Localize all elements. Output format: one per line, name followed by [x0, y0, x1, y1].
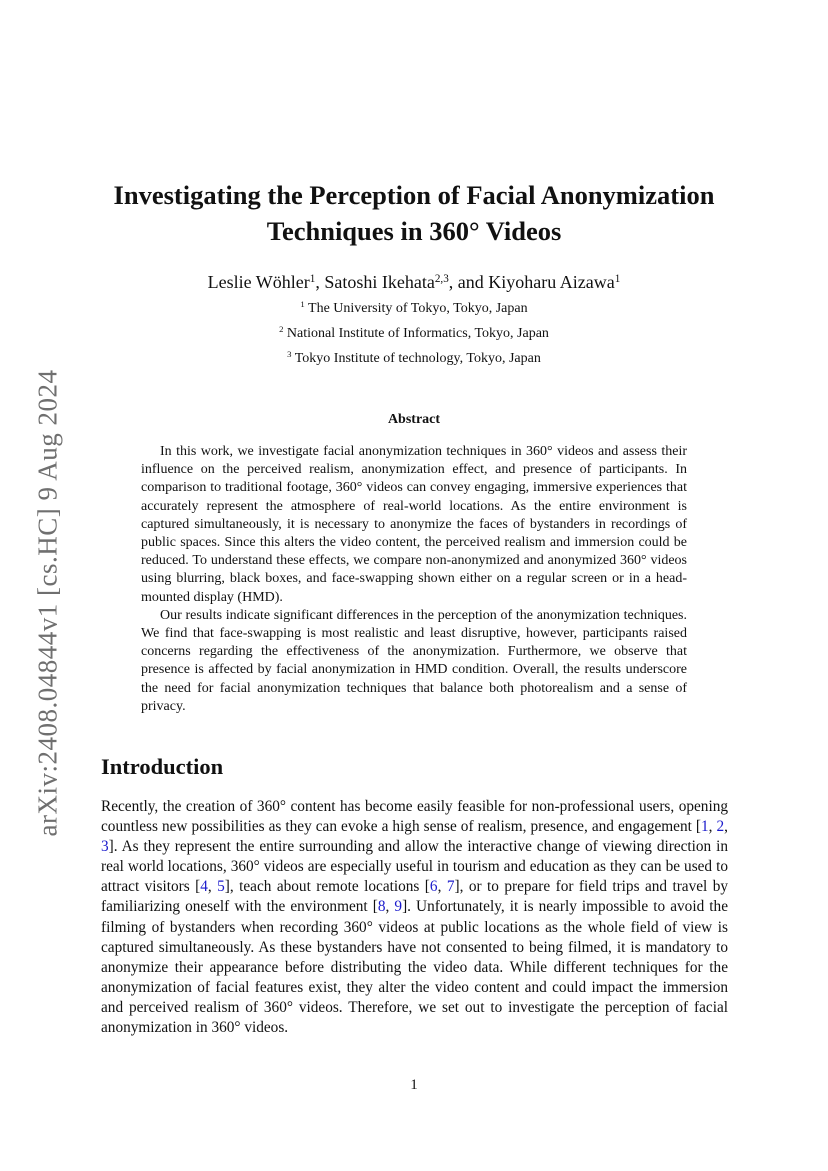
citation-link[interactable]: 7 — [446, 878, 455, 896]
author-name: Leslie Wöhler — [207, 272, 310, 292]
citation-link[interactable]: 3 — [101, 838, 109, 856]
author-affiliation-mark: 2,3 — [434, 272, 449, 285]
affiliation-line — [100, 350, 728, 368]
citation-link[interactable]: 1 — [700, 818, 709, 836]
author-name: Kiyoharu Aizawa — [488, 272, 615, 292]
affiliation-text: Tokyo Institute of technology, Tokyo, Japan — [294, 351, 541, 366]
citation-link[interactable]: 8 — [377, 898, 386, 916]
citation-link[interactable]: 6 — [429, 878, 438, 896]
introduction-text: , — [437, 878, 447, 896]
citation-link[interactable]: 5 — [217, 878, 225, 896]
affiliation-mark: 2 — [279, 324, 284, 335]
title-line-2: Techniques in 360° Videos — [266, 216, 562, 246]
abstract-paragraph: Our results indicate significant differences in the perception of the anonymization techniques. We find that face-swapping is most realistic and least disruptive, however, participants raised concerns regarding the effectiveness of the anonymization. Furthermore, we observe that presence is affected by facial anonymization in HMD condition. Overall, the results underscore the need for facial anonymization techniques that balance both photorealism and a sense of privacy. — [141, 607, 687, 714]
abstract-body — [141, 443, 687, 716]
abstract-paragraph: In this work, we investigate facial anonymization techniques in 360° videos and assess their influence on the perceived realism, anonymization effect, and presence of participants. In comparison to traditional footage, 360° videos can convey engaging, immersive experiences that accurately represent the atmosphere of real-world locations. As the entire environment is captured simultaneously, it is necessary to anonymize the faces of bystanders in recordings of public spaces. Since this alters the video content, the perceived realism and immersion could be reduced. To understand these effects, we compare non-anonymized and anonymized 360° videos using blurring, black boxes, and face-swapping shown either on a regular screen or in a head-mounted display (HMD). — [141, 444, 687, 605]
introduction-text: ]. As they represent the entire surrounding and allow the interactive change of viewing direction in real world locations, 360° videos are especially useful in tourism and education as they can be used to attract visitors [ — [101, 838, 728, 896]
author-separator: , — [315, 272, 325, 292]
introduction-text: , — [724, 818, 728, 836]
introduction-text: , — [207, 878, 218, 896]
introduction-text: ], teach about remote locations [ — [224, 878, 430, 896]
affiliation-line — [100, 325, 728, 343]
introduction-paragraph — [101, 797, 728, 1038]
author-affiliation-mark: 1 — [309, 272, 316, 285]
author-affiliation-mark: 1 — [614, 272, 621, 285]
affiliation-mark: 3 — [287, 349, 292, 360]
abstract-heading: Abstract — [387, 412, 441, 427]
affiliation-line — [100, 300, 728, 318]
author-name: Satoshi Ikehata — [324, 272, 435, 292]
introduction-text: ]. Unfortunately, it is nearly impossible to avoid the filming of bystanders when recording 360° videos at public locations as the whole field of view is captured simultaneously. As these bystanders have not consented to being filmed, it is mandatory to anonymize their appearance before distributing the video data. While different techniques for the anonymization of facial features exist, they alter the video content and could impact the immersion and perceived realism of 360° videos. Therefore, we set out to investigate the perception of facial anonymization in 360° videos. — [101, 898, 728, 1037]
affiliation-text: National Institute of Informatics, Tokyo, Japan — [286, 326, 549, 341]
introduction-text: Recently, the creation of 360° content has become easily feasible for non-professional users, opening countless new possibilities as they can evoke a high sense of realism, presence, and engagement [ — [101, 798, 728, 836]
page-number: 1 — [410, 1077, 418, 1093]
citation-link[interactable]: 9 — [394, 898, 403, 916]
introduction-text: ], or to prepare for field trips and travel by familiarizing oneself with the environment [ — [101, 878, 729, 916]
introduction-text: , — [385, 898, 395, 916]
citation-link[interactable]: 2 — [716, 818, 725, 836]
citation-link[interactable]: 4 — [200, 878, 208, 896]
arxiv-identifier: arXiv:2408.04844v1 [cs.HC] 9 Aug 2024 — [32, 369, 63, 837]
author-list — [100, 270, 728, 294]
introduction-text: , — [708, 818, 717, 836]
affiliation-text: The University of Tokyo, Tokyo, Japan — [308, 301, 528, 316]
author-separator: , and — [448, 272, 489, 292]
title-line-1: Investigating the Perception of Facial Anonymization — [113, 180, 715, 210]
affiliation-mark: 1 — [300, 299, 305, 310]
section-heading-introduction: Introduction — [101, 754, 224, 779]
paper-title — [100, 177, 728, 249]
